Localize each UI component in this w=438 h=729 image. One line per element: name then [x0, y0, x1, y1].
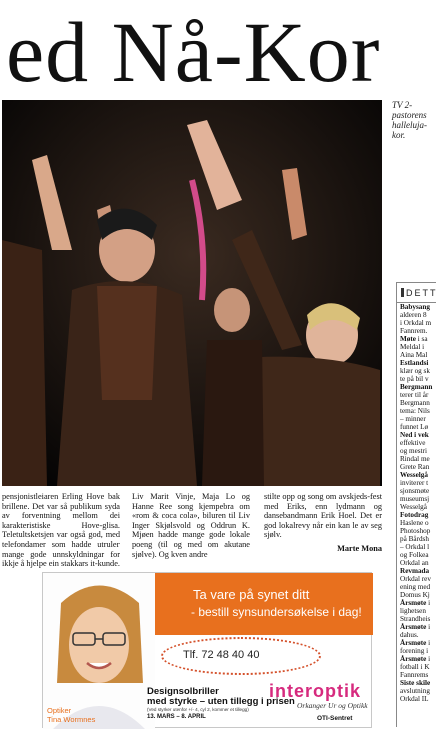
sidebar-item	[397, 695, 436, 703]
ad-small-print: (Ved styrker utenfor +/- 4, cyl 2, kommer et tillegg)	[147, 707, 249, 712]
sidebar-item	[397, 503, 436, 511]
stage-photo	[2, 100, 382, 486]
optician-name: Tina Wormnes	[47, 714, 96, 724]
sidebar-item-text: Meldal i	[400, 343, 425, 351]
sidebar-item-text: Fannrem.	[400, 327, 428, 335]
sidebar-item	[397, 663, 436, 671]
sidebar-item	[397, 383, 436, 391]
sidebar-item	[397, 671, 436, 679]
sidebar-item-text: Aina Mal	[400, 351, 428, 359]
sidebar-item-text: ening med	[400, 583, 431, 591]
ad-orange-banner	[155, 573, 373, 635]
sidebar-item-text: Fannrems	[400, 671, 429, 679]
sidebar-item-title: Babysang	[400, 303, 430, 311]
sidebar-item-text: avslutning	[400, 687, 430, 695]
ad-product-name: Designsolbriller	[147, 686, 219, 697]
sidebar-item-text: – minner	[400, 415, 426, 423]
sidebar-item-text: og Folkea	[400, 551, 429, 559]
sidebar-item-text: Orkdal IL	[400, 695, 429, 703]
sidebar-item-text: inviterer t	[400, 479, 429, 487]
ad-dates: 13. MARS – 8. APRIL	[147, 714, 206, 720]
sidebar-item-text: dahus.	[400, 631, 419, 639]
sidebar-item	[397, 367, 436, 375]
sidebar-item-title: Årsmøte	[400, 623, 427, 631]
sidebar-item	[397, 359, 436, 367]
sidebar-item-title: Wesselgå	[400, 471, 428, 479]
sidebar-item-text: Domus Kj	[400, 591, 430, 599]
sidebar-item-title: Bergmann	[400, 383, 433, 391]
sidebar-item-text: alderen 8	[400, 311, 427, 319]
sidebar-item	[397, 447, 436, 455]
sidebar-item	[397, 519, 436, 527]
article-column-1: pensjonistleiaren Erling Hove bak brillene. Det var så publikum syda av forventning mellom dei karakteristiske Hove-glisa. Teletultsketsjen var også god, med telefondamer som hadde utrulег mange gode unnskyldningar for ikkje å hjelpe ein stakkars it-kunde.	[2, 492, 120, 569]
ad-headline: Ta vare på synet ditt	[193, 587, 310, 602]
sidebar-item	[397, 647, 436, 655]
sidebar-item	[397, 335, 436, 343]
sidebar-item-text: museumsj	[400, 495, 430, 503]
sidebar-item-text: fotball i K	[400, 663, 430, 671]
sidebar-item-text: lighetsen	[400, 607, 426, 615]
stage-photo-image	[2, 100, 382, 486]
sidebar-heading-text: DETT	[406, 288, 438, 298]
sidebar-item	[397, 463, 436, 471]
sidebar-item	[397, 431, 436, 439]
ad-subline: - bestill synsundersøkelse i dag!	[191, 605, 362, 619]
sidebar-item-text: Orkdal rev	[400, 575, 431, 583]
sidebar-item	[397, 439, 436, 447]
article-column-3-text: stilte opp og song om avskjeds-fest med Eriks, enn lydmann og dansebandmann Erik Hoel. Det er god lokalrevy når ein kan le av seg sjølv.	[264, 492, 382, 540]
sidebar-item	[397, 415, 436, 423]
sidebar-item	[397, 639, 436, 647]
optician-label: Optiker	[47, 706, 72, 715]
sidebar-item	[397, 591, 436, 599]
sidebar-item-text: Grete Ran	[400, 463, 430, 471]
sidebar-item	[397, 631, 436, 639]
sidebar-item	[397, 543, 436, 551]
sidebar-item	[397, 679, 436, 687]
sidebar-item	[397, 495, 436, 503]
sidebar-item	[397, 351, 436, 359]
sidebar-item	[397, 527, 436, 535]
sidebar-item	[397, 655, 436, 663]
sidebar-item-text: sjonsmøte	[400, 487, 430, 495]
sidebar-item	[397, 407, 436, 415]
sidebar-item	[397, 343, 436, 351]
sidebar-item	[397, 399, 436, 407]
sidebar-item-text: funnet Lø	[400, 423, 429, 431]
sidebar-item-text: te på bil v	[400, 375, 429, 383]
centre-name: OTI-Sentret	[317, 715, 353, 722]
sidebar-item-text: og mestri	[400, 447, 427, 455]
sidebar-item	[397, 511, 436, 519]
ad-product-sub: med styrke – uten tillegg i prisen	[147, 696, 295, 707]
interoptik-logo: interoptik	[269, 681, 362, 701]
sidebar-item-text: terer til år	[400, 391, 429, 399]
sidebar-item	[397, 487, 436, 495]
photo-caption: TV 2-pastorens halleluja-kor.	[392, 100, 427, 140]
sidebar-item-title: Årsmøte	[400, 599, 427, 607]
sidebar-item-title: Ned i vek	[400, 431, 429, 439]
sidebar-item-text: i sa	[415, 335, 428, 343]
article-column-2: Liv Marit Vinje, Maja Lo og Hanne Ree song kjempebra om «rom & coca cola», biluren til Liv Inger Skjølsvold og Oddrun K. Mjøen hadde mange gode lokale poeng (til og med om akutane sjølve). Og kven andre	[132, 492, 250, 559]
sidebar-heading	[397, 283, 436, 303]
sidebar-item	[397, 615, 436, 623]
sidebar-item	[397, 471, 436, 479]
sidebar-item-title: Estlandsi	[400, 359, 429, 367]
sidebar-item	[397, 583, 436, 591]
sidebar-item-title: Siste skile	[400, 679, 431, 687]
sidebar-item-text: i Orkdal m	[400, 319, 432, 327]
sidebar-item-text: tema: Nils	[400, 407, 430, 415]
optician-credit	[47, 707, 95, 724]
sidebar-item	[397, 567, 436, 575]
sidebar-item	[397, 687, 436, 695]
sidebar-item	[397, 319, 436, 327]
heading-bar-icon	[401, 288, 404, 297]
headline: ed Nå-Kor	[6, 4, 381, 100]
sidebar-list	[397, 303, 436, 703]
sidebar-item	[397, 303, 436, 311]
sidebar-item-text: Orkdal an	[400, 559, 429, 567]
article-column-3	[264, 492, 382, 554]
sidebar-item-title: Revmada	[400, 567, 430, 575]
sidebar-item-title: Møte	[400, 335, 416, 343]
sidebar-item-text: Strandheis	[400, 615, 431, 623]
shop-name: Orkanger Ur og Optikk	[297, 701, 368, 710]
sidebar-item-title: Årsmøte	[400, 655, 427, 663]
ad-phone[interactable]: Tlf. 72 48 40 40	[183, 649, 260, 661]
sidebar-item	[397, 455, 436, 463]
byline: Marte Mona	[337, 543, 382, 553]
interoptik-advert[interactable]	[42, 572, 372, 728]
events-sidebar	[396, 282, 436, 727]
sidebar-item	[397, 479, 436, 487]
sidebar-item	[397, 375, 436, 383]
sidebar-item-title: Årsmøte	[400, 639, 427, 647]
sidebar-item-title: Fotodrag	[400, 511, 429, 519]
sidebar-item	[397, 535, 436, 543]
sidebar-item-text: i	[426, 623, 431, 631]
sidebar-item-text: Photoshop	[400, 527, 431, 535]
sidebar-item-text: i	[426, 599, 431, 607]
sidebar-item	[397, 599, 436, 607]
sidebar-item	[397, 623, 436, 631]
sidebar-item-text: i	[426, 639, 431, 647]
sidebar-item-text: i	[426, 655, 431, 663]
sidebar-item	[397, 575, 436, 583]
sidebar-item	[397, 327, 436, 335]
sidebar-item-text: – Orkdal l	[400, 543, 430, 551]
sidebar-item	[397, 311, 436, 319]
sidebar-item-text: effektive	[400, 439, 426, 447]
sidebar-item-text: Wesselgå	[400, 503, 427, 511]
sidebar-item-text: Haslene o	[400, 519, 429, 527]
sidebar-item-text: på Bårdsh	[400, 535, 429, 543]
sidebar-item	[397, 607, 436, 615]
sidebar-item	[397, 391, 436, 399]
sidebar-item	[397, 559, 436, 567]
sidebar-item-text: Bergmann	[400, 399, 430, 407]
sidebar-item-text: klær og sk	[400, 367, 430, 375]
sidebar-item-text: Rindal me	[400, 455, 430, 463]
article-body	[2, 492, 382, 570]
sidebar-item-text: forening i	[400, 647, 429, 655]
sidebar-item	[397, 551, 436, 559]
sidebar-item	[397, 423, 436, 431]
